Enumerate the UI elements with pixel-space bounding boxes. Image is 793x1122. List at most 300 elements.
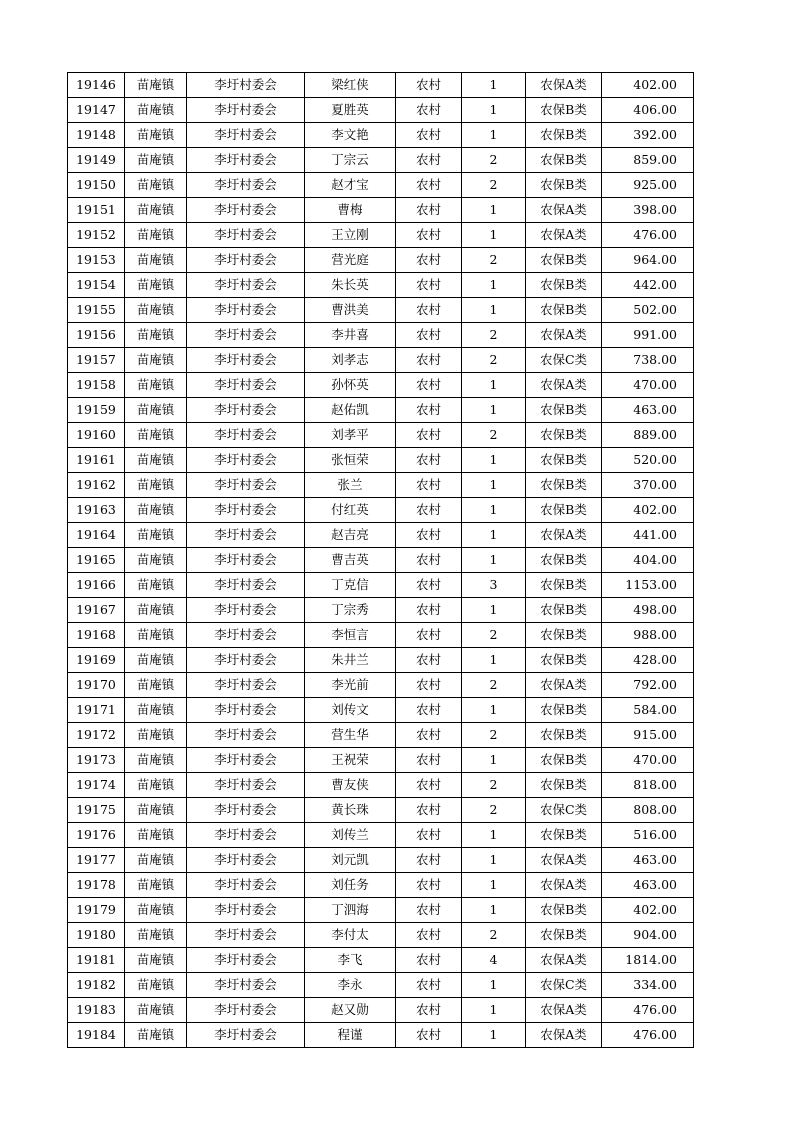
person-count-cell: 2 [462, 923, 526, 948]
town-cell: 苗庵镇 [125, 973, 187, 998]
amount-cell: 991.00 [602, 323, 694, 348]
table-row [68, 273, 694, 298]
table-row [68, 598, 694, 623]
amount-cell: 428.00 [602, 648, 694, 673]
amount-cell: 406.00 [602, 98, 694, 123]
name-cell: 孙怀英 [305, 373, 396, 398]
record-id-cell: 19172 [68, 723, 125, 748]
household-type-cell: 农村 [396, 373, 462, 398]
name-cell: 曹吉英 [305, 548, 396, 573]
insurance-category-cell: 农保A类 [526, 948, 602, 973]
town-cell: 苗庵镇 [125, 348, 187, 373]
insurance-category-cell: 农保B类 [526, 898, 602, 923]
record-id-cell: 19159 [68, 398, 125, 423]
record-id-cell: 19148 [68, 123, 125, 148]
table-row [68, 173, 694, 198]
record-id-cell: 19176 [68, 823, 125, 848]
amount-cell: 442.00 [602, 273, 694, 298]
insurance-category-cell: 农保B类 [526, 648, 602, 673]
name-cell: 刘孝志 [305, 348, 396, 373]
table-body [68, 73, 694, 1048]
insurance-category-cell: 农保B类 [526, 598, 602, 623]
insurance-category-cell: 农保A类 [526, 373, 602, 398]
name-cell: 李恒言 [305, 623, 396, 648]
person-count-cell: 1 [462, 498, 526, 523]
village-committee-cell: 李圩村委会 [187, 623, 305, 648]
village-committee-cell: 李圩村委会 [187, 698, 305, 723]
household-type-cell: 农村 [396, 698, 462, 723]
record-id-cell: 19153 [68, 248, 125, 273]
town-cell: 苗庵镇 [125, 923, 187, 948]
household-type-cell: 农村 [396, 998, 462, 1023]
amount-cell: 463.00 [602, 398, 694, 423]
record-id-cell: 19178 [68, 873, 125, 898]
village-committee-cell: 李圩村委会 [187, 298, 305, 323]
amount-cell: 470.00 [602, 748, 694, 773]
person-count-cell: 2 [462, 773, 526, 798]
record-id-cell: 19169 [68, 648, 125, 673]
amount-cell: 738.00 [602, 348, 694, 373]
household-type-cell: 农村 [396, 923, 462, 948]
insurance-category-cell: 农保B类 [526, 823, 602, 848]
town-cell: 苗庵镇 [125, 373, 187, 398]
village-committee-cell: 李圩村委会 [187, 373, 305, 398]
amount-cell: 584.00 [602, 698, 694, 723]
table-row [68, 373, 694, 398]
table-row [68, 748, 694, 773]
village-committee-cell: 李圩村委会 [187, 473, 305, 498]
household-type-cell: 农村 [396, 973, 462, 998]
household-type-cell: 农村 [396, 148, 462, 173]
village-committee-cell: 李圩村委会 [187, 548, 305, 573]
name-cell: 曹友侠 [305, 773, 396, 798]
household-type-cell: 农村 [396, 323, 462, 348]
town-cell: 苗庵镇 [125, 448, 187, 473]
town-cell: 苗庵镇 [125, 1023, 187, 1048]
insurance-category-cell: 农保B类 [526, 173, 602, 198]
name-cell: 付红英 [305, 498, 396, 523]
household-type-cell: 农村 [396, 873, 462, 898]
household-type-cell: 农村 [396, 298, 462, 323]
insurance-category-cell: 农保A类 [526, 323, 602, 348]
amount-cell: 392.00 [602, 123, 694, 148]
town-cell: 苗庵镇 [125, 123, 187, 148]
record-id-cell: 19157 [68, 348, 125, 373]
insurance-category-cell: 农保A类 [526, 198, 602, 223]
household-type-cell: 农村 [396, 823, 462, 848]
insurance-category-cell: 农保A类 [526, 73, 602, 98]
household-type-cell: 农村 [396, 548, 462, 573]
town-cell: 苗庵镇 [125, 423, 187, 448]
table-row [68, 623, 694, 648]
village-committee-cell: 李圩村委会 [187, 973, 305, 998]
name-cell: 梁红侠 [305, 73, 396, 98]
record-id-cell: 19167 [68, 598, 125, 623]
amount-cell: 398.00 [602, 198, 694, 223]
insurance-category-cell: 农保B类 [526, 623, 602, 648]
amount-cell: 404.00 [602, 548, 694, 573]
insurance-category-cell: 农保B类 [526, 698, 602, 723]
table-row [68, 123, 694, 148]
record-id-cell: 19183 [68, 998, 125, 1023]
village-committee-cell: 李圩村委会 [187, 648, 305, 673]
table-row [68, 523, 694, 548]
household-type-cell: 农村 [396, 773, 462, 798]
village-committee-cell: 李圩村委会 [187, 498, 305, 523]
amount-cell: 476.00 [602, 998, 694, 1023]
person-count-cell: 1 [462, 748, 526, 773]
table-row [68, 98, 694, 123]
name-cell: 刘元凯 [305, 848, 396, 873]
village-committee-cell: 李圩村委会 [187, 423, 305, 448]
town-cell: 苗庵镇 [125, 723, 187, 748]
person-count-cell: 1 [462, 448, 526, 473]
amount-cell: 792.00 [602, 673, 694, 698]
table-row [68, 323, 694, 348]
amount-cell: 402.00 [602, 498, 694, 523]
household-type-cell: 农村 [396, 348, 462, 373]
record-id-cell: 19151 [68, 198, 125, 223]
household-type-cell: 农村 [396, 423, 462, 448]
person-count-cell: 2 [462, 673, 526, 698]
name-cell: 王祝荣 [305, 748, 396, 773]
town-cell: 苗庵镇 [125, 748, 187, 773]
table-row [68, 848, 694, 873]
person-count-cell: 1 [462, 1023, 526, 1048]
town-cell: 苗庵镇 [125, 698, 187, 723]
household-type-cell: 农村 [396, 448, 462, 473]
record-id-cell: 19162 [68, 473, 125, 498]
name-cell: 李飞 [305, 948, 396, 973]
amount-cell: 988.00 [602, 623, 694, 648]
amount-cell: 520.00 [602, 448, 694, 473]
person-count-cell: 1 [462, 998, 526, 1023]
town-cell: 苗庵镇 [125, 273, 187, 298]
name-cell: 程谨 [305, 1023, 396, 1048]
town-cell: 苗庵镇 [125, 573, 187, 598]
record-id-cell: 19165 [68, 548, 125, 573]
village-committee-cell: 李圩村委会 [187, 123, 305, 148]
town-cell: 苗庵镇 [125, 673, 187, 698]
person-count-cell: 1 [462, 98, 526, 123]
amount-cell: 402.00 [602, 73, 694, 98]
person-count-cell: 1 [462, 648, 526, 673]
town-cell: 苗庵镇 [125, 173, 187, 198]
table-row [68, 823, 694, 848]
table-row [68, 998, 694, 1023]
amount-cell: 516.00 [602, 823, 694, 848]
person-count-cell: 1 [462, 298, 526, 323]
insurance-category-cell: 农保A类 [526, 223, 602, 248]
household-type-cell: 农村 [396, 223, 462, 248]
record-id-cell: 19174 [68, 773, 125, 798]
amount-cell: 859.00 [602, 148, 694, 173]
record-id-cell: 19182 [68, 973, 125, 998]
village-committee-cell: 李圩村委会 [187, 923, 305, 948]
person-count-cell: 2 [462, 148, 526, 173]
name-cell: 曹洪美 [305, 298, 396, 323]
amount-cell: 498.00 [602, 598, 694, 623]
village-committee-cell: 李圩村委会 [187, 148, 305, 173]
insurance-category-cell: 农保B类 [526, 773, 602, 798]
household-type-cell: 农村 [396, 748, 462, 773]
village-committee-cell: 李圩村委会 [187, 323, 305, 348]
name-cell: 刘任务 [305, 873, 396, 898]
household-type-cell: 农村 [396, 73, 462, 98]
person-count-cell: 1 [462, 548, 526, 573]
village-committee-cell: 李圩村委会 [187, 198, 305, 223]
amount-cell: 441.00 [602, 523, 694, 548]
record-id-cell: 19160 [68, 423, 125, 448]
table-row [68, 898, 694, 923]
table-row [68, 298, 694, 323]
household-type-cell: 农村 [396, 523, 462, 548]
table-row [68, 798, 694, 823]
record-id-cell: 19146 [68, 73, 125, 98]
insurance-category-cell: 农保B类 [526, 498, 602, 523]
record-id-cell: 19156 [68, 323, 125, 348]
person-count-cell: 4 [462, 948, 526, 973]
table-row [68, 223, 694, 248]
household-type-cell: 农村 [396, 473, 462, 498]
village-committee-cell: 李圩村委会 [187, 673, 305, 698]
town-cell: 苗庵镇 [125, 548, 187, 573]
name-cell: 丁宗秀 [305, 598, 396, 623]
table-row [68, 473, 694, 498]
record-id-cell: 19150 [68, 173, 125, 198]
amount-cell: 463.00 [602, 848, 694, 873]
household-type-cell: 农村 [396, 898, 462, 923]
household-type-cell: 农村 [396, 173, 462, 198]
insurance-category-cell: 农保B类 [526, 473, 602, 498]
person-count-cell: 1 [462, 973, 526, 998]
name-cell: 赵吉亮 [305, 523, 396, 548]
person-count-cell: 1 [462, 848, 526, 873]
amount-cell: 463.00 [602, 873, 694, 898]
insurance-category-cell: 农保A类 [526, 673, 602, 698]
insurance-category-cell: 农保B类 [526, 423, 602, 448]
person-count-cell: 2 [462, 623, 526, 648]
town-cell: 苗庵镇 [125, 523, 187, 548]
village-committee-cell: 李圩村委会 [187, 748, 305, 773]
household-type-cell: 农村 [396, 948, 462, 973]
household-type-cell: 农村 [396, 1023, 462, 1048]
person-count-cell: 1 [462, 898, 526, 923]
table-row [68, 548, 694, 573]
amount-cell: 889.00 [602, 423, 694, 448]
village-committee-cell: 李圩村委会 [187, 848, 305, 873]
household-type-cell: 农村 [396, 648, 462, 673]
name-cell: 赵佑凯 [305, 398, 396, 423]
amount-cell: 818.00 [602, 773, 694, 798]
household-type-cell: 农村 [396, 573, 462, 598]
household-type-cell: 农村 [396, 498, 462, 523]
person-count-cell: 1 [462, 223, 526, 248]
record-id-cell: 19163 [68, 498, 125, 523]
insurance-category-cell: 农保A类 [526, 848, 602, 873]
insurance-category-cell: 农保C类 [526, 973, 602, 998]
household-type-cell: 农村 [396, 798, 462, 823]
insurance-category-cell: 农保B类 [526, 573, 602, 598]
insurance-category-cell: 农保B类 [526, 98, 602, 123]
village-committee-cell: 李圩村委会 [187, 73, 305, 98]
insurance-category-cell: 农保A类 [526, 873, 602, 898]
household-type-cell: 农村 [396, 198, 462, 223]
town-cell: 苗庵镇 [125, 598, 187, 623]
insurance-category-cell: 农保B类 [526, 748, 602, 773]
town-cell: 苗庵镇 [125, 198, 187, 223]
village-committee-cell: 李圩村委会 [187, 173, 305, 198]
name-cell: 朱井兰 [305, 648, 396, 673]
town-cell: 苗庵镇 [125, 798, 187, 823]
person-count-cell: 1 [462, 273, 526, 298]
town-cell: 苗庵镇 [125, 998, 187, 1023]
village-committee-cell: 李圩村委会 [187, 948, 305, 973]
amount-cell: 402.00 [602, 898, 694, 923]
table-row [68, 423, 694, 448]
name-cell: 赵才宝 [305, 173, 396, 198]
name-cell: 黄长珠 [305, 798, 396, 823]
name-cell: 营生华 [305, 723, 396, 748]
insurance-category-cell: 农保C类 [526, 348, 602, 373]
name-cell: 李井喜 [305, 323, 396, 348]
insurance-category-cell: 农保B类 [526, 448, 602, 473]
name-cell: 李永 [305, 973, 396, 998]
amount-cell: 915.00 [602, 723, 694, 748]
village-committee-cell: 李圩村委会 [187, 723, 305, 748]
insurance-category-cell: 农保B类 [526, 148, 602, 173]
person-count-cell: 1 [462, 473, 526, 498]
town-cell: 苗庵镇 [125, 498, 187, 523]
amount-cell: 370.00 [602, 473, 694, 498]
amount-cell: 964.00 [602, 248, 694, 273]
record-id-cell: 19181 [68, 948, 125, 973]
insurance-category-cell: 农保C类 [526, 798, 602, 823]
table-row [68, 348, 694, 373]
person-count-cell: 3 [462, 573, 526, 598]
town-cell: 苗庵镇 [125, 323, 187, 348]
village-committee-cell: 李圩村委会 [187, 273, 305, 298]
table-row [68, 948, 694, 973]
name-cell: 王立刚 [305, 223, 396, 248]
record-id-cell: 19166 [68, 573, 125, 598]
household-type-cell: 农村 [396, 673, 462, 698]
town-cell: 苗庵镇 [125, 298, 187, 323]
person-count-cell: 2 [462, 348, 526, 373]
table-row [68, 673, 694, 698]
person-count-cell: 1 [462, 873, 526, 898]
town-cell: 苗庵镇 [125, 623, 187, 648]
record-id-cell: 19171 [68, 698, 125, 723]
record-id-cell: 19155 [68, 298, 125, 323]
insurance-category-cell: 农保B类 [526, 123, 602, 148]
village-committee-cell: 李圩村委会 [187, 98, 305, 123]
record-id-cell: 19177 [68, 848, 125, 873]
table-row [68, 723, 694, 748]
household-type-cell: 农村 [396, 598, 462, 623]
record-id-cell: 19158 [68, 373, 125, 398]
table-row [68, 698, 694, 723]
person-count-cell: 2 [462, 798, 526, 823]
town-cell: 苗庵镇 [125, 648, 187, 673]
record-id-cell: 19180 [68, 923, 125, 948]
table-row [68, 923, 694, 948]
name-cell: 李文艳 [305, 123, 396, 148]
table-row [68, 148, 694, 173]
town-cell: 苗庵镇 [125, 873, 187, 898]
household-type-cell: 农村 [396, 273, 462, 298]
household-type-cell: 农村 [396, 123, 462, 148]
town-cell: 苗庵镇 [125, 148, 187, 173]
person-count-cell: 2 [462, 173, 526, 198]
table-row [68, 448, 694, 473]
record-id-cell: 19149 [68, 148, 125, 173]
record-id-cell: 19154 [68, 273, 125, 298]
record-id-cell: 19170 [68, 673, 125, 698]
table-row [68, 873, 694, 898]
amount-cell: 904.00 [602, 923, 694, 948]
person-count-cell: 1 [462, 698, 526, 723]
name-cell: 李付太 [305, 923, 396, 948]
town-cell: 苗庵镇 [125, 98, 187, 123]
name-cell: 张兰 [305, 473, 396, 498]
record-id-cell: 19164 [68, 523, 125, 548]
village-committee-cell: 李圩村委会 [187, 998, 305, 1023]
household-type-cell: 农村 [396, 723, 462, 748]
allowance-table [67, 72, 694, 1048]
insurance-category-cell: 农保A类 [526, 523, 602, 548]
name-cell: 丁克信 [305, 573, 396, 598]
name-cell: 丁泗海 [305, 898, 396, 923]
table-row [68, 773, 694, 798]
person-count-cell: 1 [462, 373, 526, 398]
insurance-category-cell: 农保B类 [526, 723, 602, 748]
table-row [68, 1023, 694, 1048]
village-committee-cell: 李圩村委会 [187, 1023, 305, 1048]
town-cell: 苗庵镇 [125, 248, 187, 273]
name-cell: 刘孝平 [305, 423, 396, 448]
amount-cell: 1153.00 [602, 573, 694, 598]
town-cell: 苗庵镇 [125, 823, 187, 848]
amount-cell: 334.00 [602, 973, 694, 998]
amount-cell: 476.00 [602, 1023, 694, 1048]
person-count-cell: 2 [462, 723, 526, 748]
village-committee-cell: 李圩村委会 [187, 798, 305, 823]
record-id-cell: 19179 [68, 898, 125, 923]
record-id-cell: 19173 [68, 748, 125, 773]
insurance-category-cell: 农保A类 [526, 998, 602, 1023]
village-committee-cell: 李圩村委会 [187, 898, 305, 923]
person-count-cell: 2 [462, 323, 526, 348]
village-committee-cell: 李圩村委会 [187, 523, 305, 548]
person-count-cell: 1 [462, 523, 526, 548]
village-committee-cell: 李圩村委会 [187, 773, 305, 798]
person-count-cell: 1 [462, 398, 526, 423]
name-cell: 张恒荣 [305, 448, 396, 473]
insurance-category-cell: 农保A类 [526, 1023, 602, 1048]
household-type-cell: 农村 [396, 98, 462, 123]
village-committee-cell: 李圩村委会 [187, 823, 305, 848]
record-id-cell: 19168 [68, 623, 125, 648]
town-cell: 苗庵镇 [125, 473, 187, 498]
village-committee-cell: 李圩村委会 [187, 448, 305, 473]
name-cell: 赵又勋 [305, 998, 396, 1023]
insurance-category-cell: 农保B类 [526, 273, 602, 298]
household-type-cell: 农村 [396, 398, 462, 423]
person-count-cell: 1 [462, 823, 526, 848]
person-count-cell: 1 [462, 198, 526, 223]
record-id-cell: 19147 [68, 98, 125, 123]
